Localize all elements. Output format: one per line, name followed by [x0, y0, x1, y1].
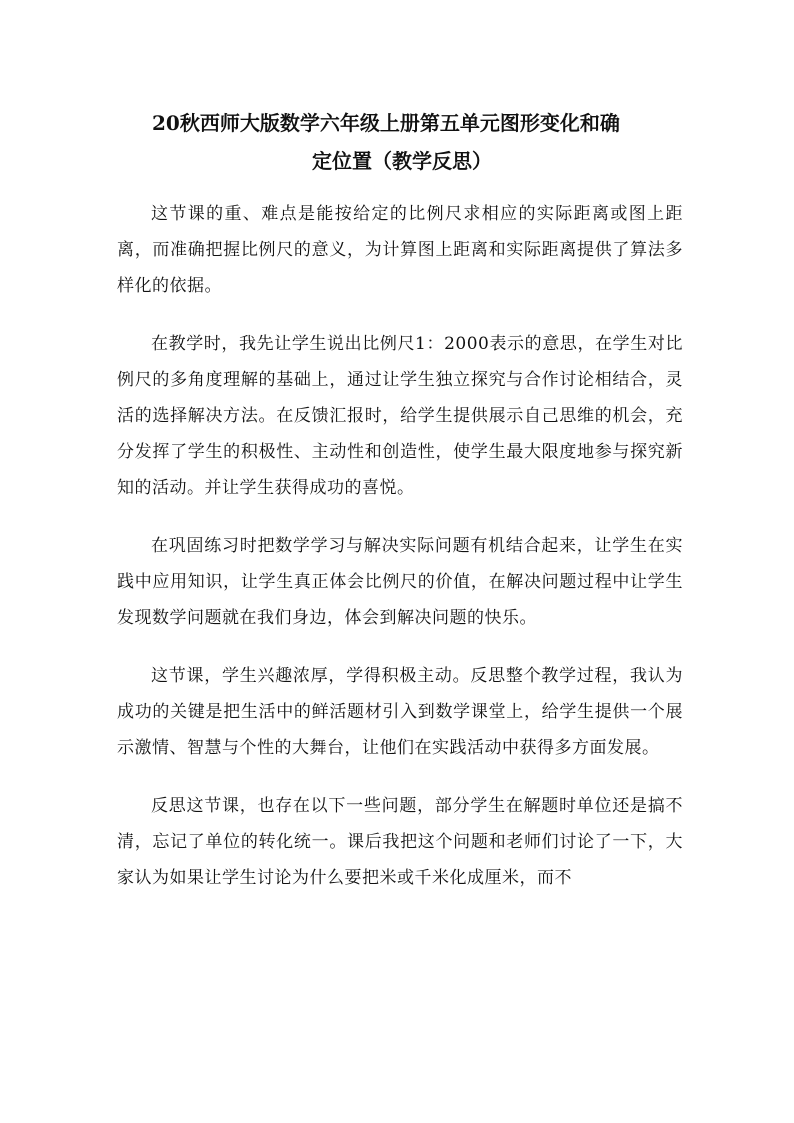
document-title-line-2: 定位置（教学反思）: [312, 149, 492, 173]
document-title: [152, 104, 692, 180]
paragraph-practice: 在巩固练习时把数学学习与解决实际问题有机结合起来，让学生在实践中应用知识，让学生真正体会比例尺的价值，在解决问题过程中让学生发现数学问题就在我们身边，体会到解决问题的快乐。: [117, 536, 683, 628]
paragraph-reflection-success: 这节课，学生兴趣浓厚，学得积极主动。反思整个教学过程，我认为成功的关键是把生活中的鲜活题材引入到数学课堂上，给学生提供一个展示激情、智慧与个性的大舞台，让他们在实践活动中获得多方面发展。: [117, 666, 683, 758]
document-body: [117, 196, 683, 918]
paragraph-key-points: 这节课的重、难点是能按给定的比例尺求相应的实际距离或图上距离，而准确把握比例尺的意义，为计算图上距离和实际距离提供了算法多样化的依据。: [117, 204, 683, 296]
document-title-line-1: 20秋西师大版数学六年级上册第五单元图形变化和确: [152, 111, 620, 135]
paragraph-reflection-problems: 反思这节课，也存在以下一些问题，部分学生在解题时单位还是搞不清，忘记了单位的转化统一。课后我把这个问题和老师们讨论了一下，大家认为如果让学生讨论为什么要把米或千米化成厘米，而不: [117, 796, 683, 888]
paragraph-teaching-process: 在教学时，我先让学生说出比例尺1：2000表示的意思，在学生对比例尺的多角度理解的基础上，通过让学生独立探究与合作讨论相结合，灵活的选择解决方法。在反馈汇报时，给学生提供展示自己思维的机会，充分发挥了学生的积极性、主动性和创造性，使学生最大限度地参与探究新知的活动。并让学生获得成功的喜悦。: [117, 334, 683, 498]
